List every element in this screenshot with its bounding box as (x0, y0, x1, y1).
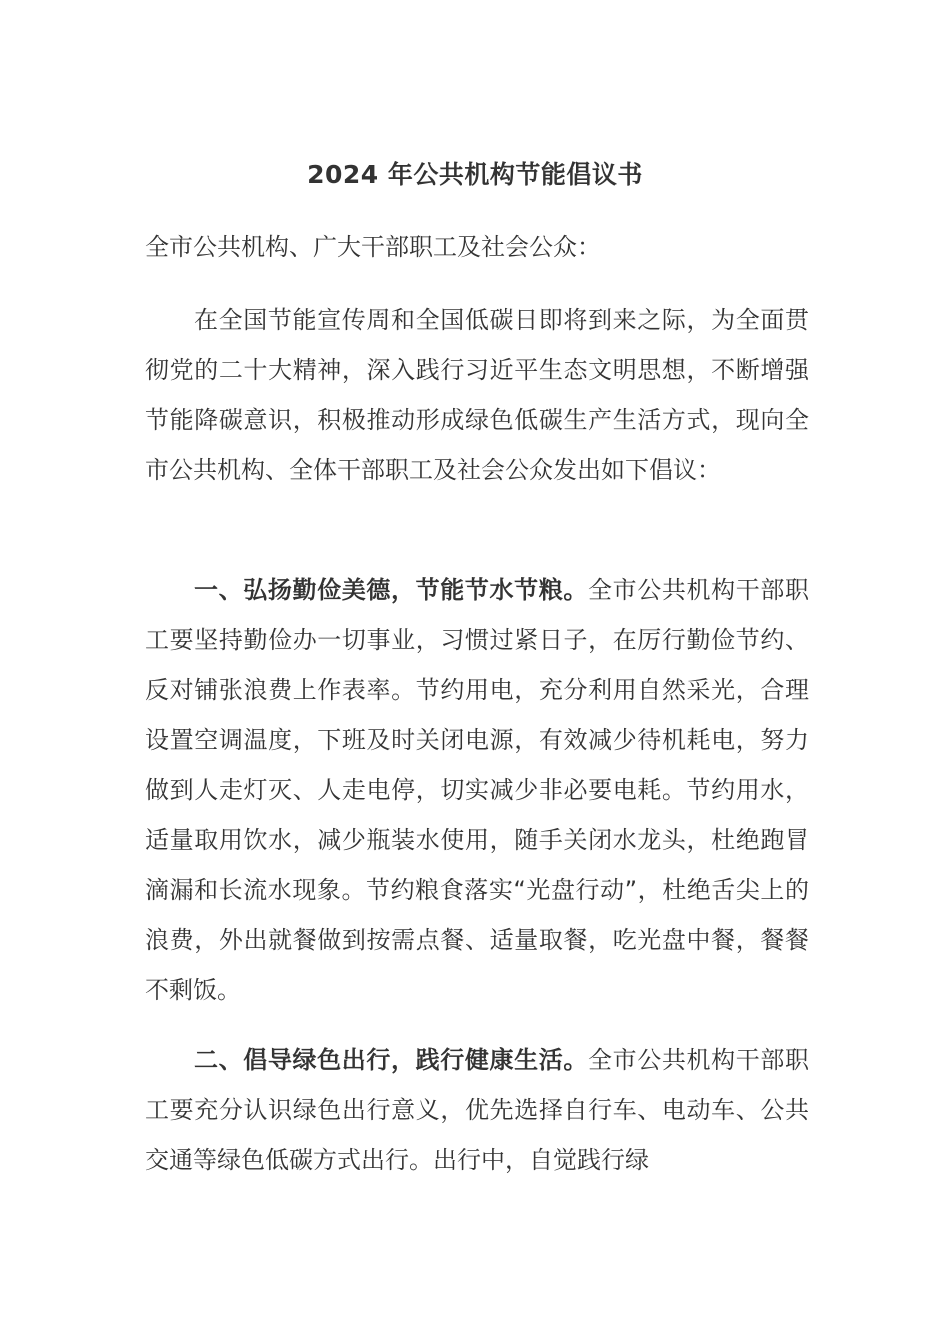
section-2-text: 全市公共机构干部职工要充分认识绿色出行意义，优先选择自行车、电动车、公共交通等绿色低碳方式出行。出行中，自觉践行绿 (145, 1046, 809, 1174)
document-title: 2024 年公共机构节能倡议书 (307, 160, 643, 189)
paragraph-intro (145, 295, 809, 495)
salutation: 全市公共机构、广大干部职工及社会公众： (145, 233, 601, 261)
paragraph-intro-text: 在全国节能宣传周和全国低碳日即将到来之际，为全面贯彻党的二十大精神，深入践行习近平生态文明思想，不断增强节能降碳意识，积极推动形成绿色低碳生产生活方式，现向全市公共机构、全体干部职工及社会公众发出如下倡议： (145, 306, 809, 484)
section-1-heading: 一、弘扬勤俭美德，节能节水节粮。 (194, 576, 588, 604)
paragraph-section-2 (145, 1035, 809, 1185)
section-2-heading: 二、倡导绿色出行，践行健康生活。 (194, 1046, 588, 1074)
section-1-text: 全市公共机构干部职工要坚持勤俭办一切事业，习惯过紧日子，在厉行勤俭节约、反对铺张浪费上作表率。节约用电，充分利用自然采光，合理设置空调温度，下班及时关闭电源，有效减少待机耗电，努力做到人走灯灭、人走电停，切实减少非必要电耗。节约用水，适量取用饮水，减少瓶装水使用，随手关闭水龙头，杜绝跑冒滴漏和长流水现象。节约粮食落实“光盘行动”，杜绝舌尖上的浪费，外出就餐做到按需点餐、适量取餐，吃光盘中餐，餐餐不剩饭。 (145, 576, 809, 1004)
paragraph-section-1 (145, 565, 809, 1015)
